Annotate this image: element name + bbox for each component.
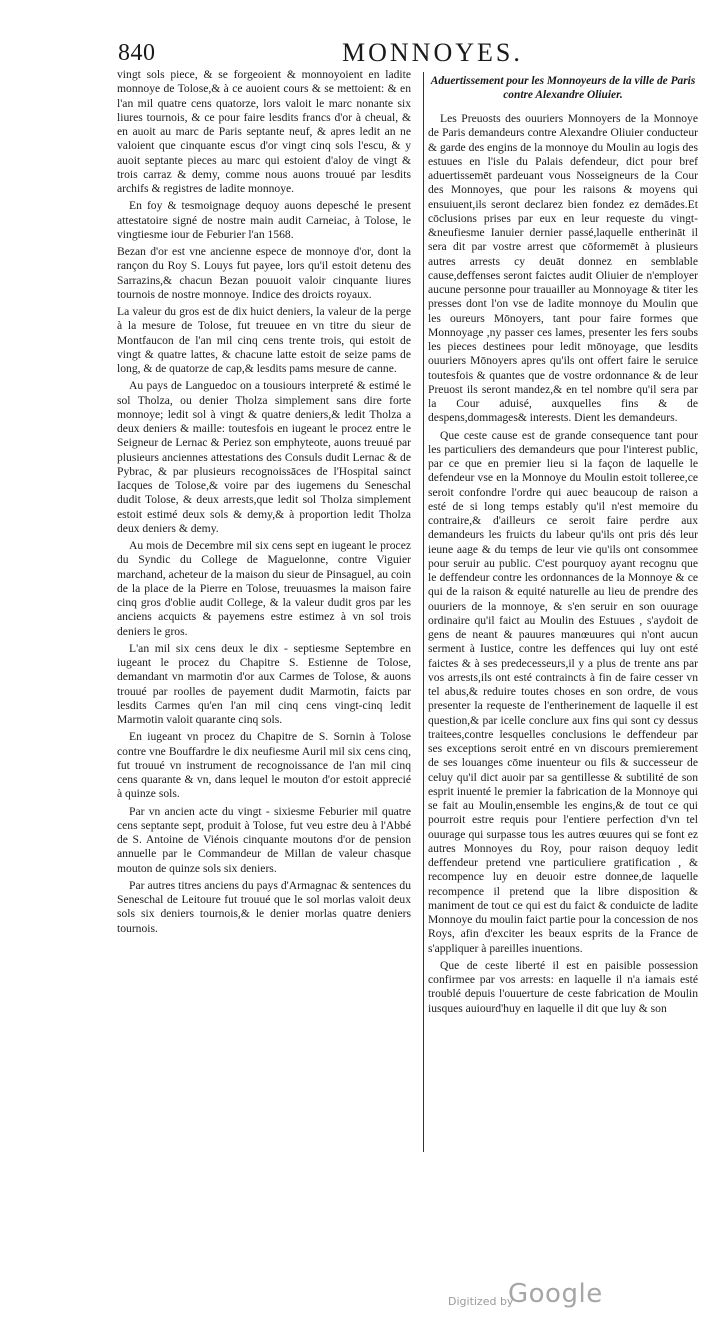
left-column xyxy=(117,68,411,939)
paragraph: En iugeant vn procez du Chapitre de S. Sornin à Tolose contre vne Bouffardre le dix neufiesme Auril mil six cens cinq, fut trouué vn instrument de recognoissance de l'an mil cinq cens quarante & vn, dans lequel le mouton d'or estoit apprecié à quinze sols. xyxy=(117,730,411,801)
section-title: Aduertissement pour les Monnoyeurs de la ville de Paris contre Alexandre Oliuier. xyxy=(430,75,696,101)
paragraph: Les Preuosts des ouuriers Monnoyers de la Monnoye de Paris demandeurs contre Alexandre Oliuier conducteur & garde des engins de la monnoye du Moulin au logis des estuues en l'isle du Palais defendeur, dict pour bref aduertissemēt pardeuant vous Nosseigneurs de la Cour des Monnoyes, que pour les raisons & moyens qui ensuiuent,ils seront declarez bien fondez ez demādes.Et cōclusions prises par eux en leur requeste du vingt-&neufiesme Ianuier dernier passé,laquelle entherināt il sera dit par vostre arrest que cōformemēt à plusieurs autres arrests cy deuāt donnez en semblable cause,deffenses seront faictes audit Oliuier de n'employer aucune personne pour trauailler au Monnoyage & titer les presses dont l'on vse de ladite monnoye du Moulin que les oureurs Mōnoyers, tant pour faire formes que Monnoyage ,ny passer ces lames, presenter les fers soubs les pieces destinees pour ledit mōnoyage, que lesdits ouuriers Mōnoyers apres qu'ils ont offert faire le seruice toutesfois & quantes que de vostre ordonnance & de leur Preuost ils seront mandez,& en tel nombre qu'il sera par la Cour aduisé, auxquelles fins & de despens,dommages& interests. Dient les demandeurs. xyxy=(428,112,698,425)
google-logo: Google xyxy=(508,1279,603,1309)
paragraph: Que de ceste liberté il est en paisible possession confirmee par vos arrests: en laquelle il n'a iamais esté troublé depuis l'ouuerture de ceste fabrication de Moulin iusques auiourd'huy en laquelle il dit que luy & son xyxy=(428,958,698,1015)
paragraph: L'an mil six cens deux le dix - septiesme Septembre en iugeant le procez du Chapitre S. Estienne de Tolose, demandant vn marmotin d'or aux Carmes de Tolose, & auons trouué par roolles de payement dudit Marmotin, faicts par lesdits Carmes qu'en l'an mil cinq cens vingt-cinq ledit Marmotin valoit quarante cinq sols. xyxy=(117,641,411,726)
paragraph: Au mois de Decembre mil six cens sept en iugeant le procez du Syndic du College de Maguelonne, contre Viguier marchand, acheteur de la maison du sieur de Pinsaguel, au coin de la place de la Pierre en Tolose, treuuasmes la maison faire cinq gros d'oblie audit College, & la valeur dudit gros par les anciens acquicts & payemens estre estimez à vn sol trois deniers le gros. xyxy=(117,539,411,638)
page-number: 840 xyxy=(118,40,156,66)
paragraph: La valeur du gros est de dix huict deniers, la valeur de la perge à la mesure de Tolose, fut treuuee en vn titre du sieur de Montfaucon de l'an mil cinq cens trente trois, qui estoit de vingt & quatre lattes, & chacune latte estoit de seize pams de long, & de quatorze de cap,& lesdits pams mesure de canne. xyxy=(117,305,411,375)
watermark-prefix: Digitized by xyxy=(448,1295,514,1308)
paragraph: Par autres titres anciens du pays d'Armagnac & sentences du Seneschal de Leitoure fut trouué que le sol morlas valoit deux sols six deniers tournois,& le denier morlas quatre deniers tournois. xyxy=(117,878,411,935)
paragraph: Bezan d'or est vne ancienne espece de monnoye d'or, dont la rançon du Roy S. Louys fut payee, lors qu'il estoit detenu des Sarrazins,& chacun Bezan pouuoit valoir cinquante liures tournois de nostre monnoye. Indice des droicts royaux. xyxy=(117,245,411,301)
running-title: MONNOYES. xyxy=(342,38,523,67)
paragraph: Que ceste cause est de grande consequence tant pour les particuliers des demandeurs que pour l'interest public, par ce que en premier lieu si la façon de laquelle le defendeur vse en la Monnoye du Moulin estoit tolleree,ce seroit confondre l'ordre qui auec beaucoup de raison a esté de si long temps estably qu'il n'est memoire du contraire,& d'ailleurs ce seroit faire perdre aux demandeurs les fruicts du labeur qu'ils ont pris dés leur ieune aage & du temps de leur vie qu'ils ont consommee pour seruir au public. C'est pourquoy ayant recognu que le deffendeur contre les ordonnances de la Monnoye & ce qui de la raison & equité naturelle au lieu de prendre des ouuriers de la monnoye, & s'en seruir en son ouurage ordinaire qu'il faict au Moulin des Estuues , s'aydoit de gens de neant & pauures manœuures qui n'ont aucun serment à Iustice, contre les deffences qui luy ont esté faictes & à ses predecesseurs,il y a plus de trente ans par vos arrests,ils ont esté contraincts à fin de faire cesser vn tel abus,& reduire toutes choses en son ordre, de vous presenter la requeste de l'entherinement de laquelle il est question,& par icelle conclure aux fins qui sont cy dessus traitees,contre lesquelles conclusions le deffendeur par ses exceptions seroit entré en vn discours premierement de ses louanges cōme inuenteur ou fils & successeur de celuy qu'il dict auoir par sa gentillesse & subtilité de son esprit inuenté le premier la fabrication de la Monnoye qui se fait au Moulin,ensemble les engins,& de tout ce qui pourroit estre requis pour l'entiere perfection d'vn tel ouurage qui surpasse tous les autres œuures qui se font ez autres Monnoyes du Roy, pour raison dequoy ledit deffendeur pretend vne particuliere gratification , & recompence luy en deuoir estre donnee,de laquelle recompence il pretend que la libre disposition & maniment de tout ce qui est du faict & conduicte de ladite Monnoye du moulin faict partie pour la concession de nos Roys, afin d'exciter les beaux esprits de la France de s'appliquer à pareilles inuentions. xyxy=(428,428,698,955)
right-column xyxy=(428,68,698,1019)
paragraph: En foy & tesmoignage dequoy auons depesché le present attestatoire signé de nostre main audit Carneiac, à Tolose, le vingtiesme iour de Feburier l'an 1568. xyxy=(117,199,411,241)
paragraph: Au pays de Languedoc on a tousiours interpreté & estimé le sol Tholza, ou denier Tholza simplement sans dire forte monnoye; ledit sol à vingt & quatre deniers,& ledit Tholza a deux deniers & maille: toutesfois en iugeant le procez entre le Seigneur de Lernac & Periez son emphyteote, auons treuué par plusieurs anciennes attestations des Consuls dudit Lernac & de Pybrac, & par plusieurs recognoissāces de l'Hospital sainct Iacques de Tolose,& voire par des iugemens du Seneschal dudit Tolose, & deux arrests,que ledit sol Tholza simplement estoit estimé deux sols & demy,& à proportion ledit Tholza deux deniers & demy. xyxy=(117,379,411,535)
column-divider xyxy=(423,72,424,1152)
page-header xyxy=(112,40,698,70)
paragraph: Par vn ancien acte du vingt - sixiesme Feburier mil quatre cens septante sept, produit à Tolose, fut veu estre deu à l'Abbé de S. Antoine de Viénois cinquante moutons d'or de pension annuelle par le Commandeur de Millan de valeur chasque mouton de quinze sols six deniers. xyxy=(117,804,411,875)
paragraph: vingt sols piece, & se forgeoient & monnoyoient en ladite monnoye de Tolose,& à ce auoient cours & se mettoient: & en l'an mil quatre cens quatorze, lors valoit le marc nonante six liures tournois, & ce pour faire lesdits francs d'or à cheual, & en auoit au marc de Paris septante neuf, & apres ledit an ne valoient que cinquante escus d'or vingt cinq sols l'escu, & y auoit septante pieces au marc qui estoient d'aloy de vingt & trois carraz & demy, comme nous auons trouué par lesdits archifs & registres de ladite monnoye. xyxy=(117,68,411,195)
